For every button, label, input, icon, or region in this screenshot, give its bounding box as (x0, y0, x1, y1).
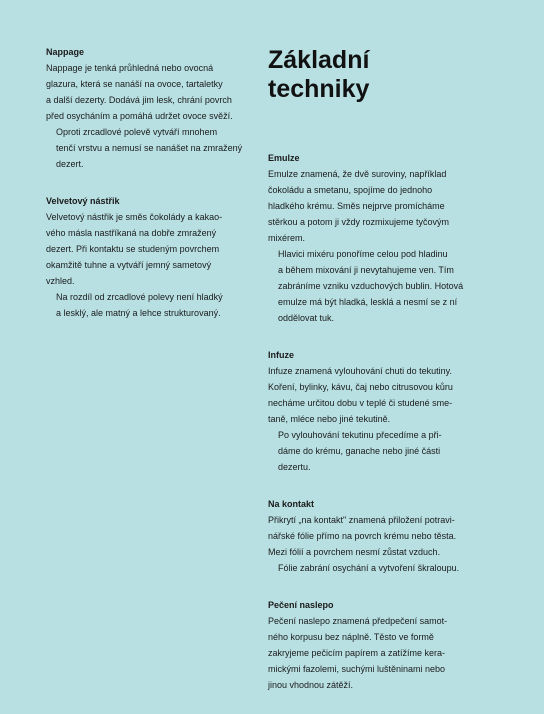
text-line: mixérem. (268, 233, 306, 243)
text-line: jinou vhodnou zátěží. (268, 680, 354, 690)
section-paragraph (268, 512, 503, 560)
section-heading: Na kontakt (268, 499, 315, 509)
page-title-line: Základní (268, 46, 370, 74)
page-title (268, 46, 503, 104)
text-line: Emulze znamená, že dvě suroviny, například (268, 169, 447, 179)
text-line: okamžitě tuhne a vytváří jemný sametový (46, 260, 212, 270)
text-line: hladkého krému. Směs nejprve promícháme (268, 201, 445, 211)
text-line: Infuze znamená vylouhování chuti do tekutiny. (268, 366, 452, 376)
section (46, 44, 256, 172)
text-line: dezert. Při kontaktu se studeným povrchem (46, 244, 220, 254)
text-line: taně, mléce nebo jiné tekutině. (268, 414, 391, 424)
section-paragraph (268, 246, 503, 326)
text-line: tenčí vrstvu a nemusí se nanášet na zmražený (56, 143, 243, 153)
section-paragraph (268, 427, 503, 475)
text-line: zabráníme vzniku vzduchových bublin. Hotová (278, 281, 464, 291)
text-line: před osycháním a pomáhá udržet ovoce svěží. (46, 111, 233, 121)
right-column (268, 46, 503, 714)
text-line: vého másla nastříkaná na dobře zmražený (46, 228, 217, 238)
section-paragraph (46, 60, 256, 124)
text-line: nářské fólie přímo na povrch krému nebo těsta. (268, 531, 457, 541)
text-line: a lesklý, ale matný a lehce strukturovaný. (56, 308, 221, 318)
section-paragraph (46, 124, 256, 172)
text-line: čokoládu a smetanu, spojíme do jednoho (268, 185, 433, 195)
section-heading: Emulze (268, 153, 300, 163)
text-line: Na rozdíl od zrcadlové polevy není hladký (56, 292, 223, 302)
text-line: Fólie zabrání osychání a vytvoření škraloupu. (278, 563, 460, 573)
section-paragraph (268, 363, 503, 427)
page-title-line: techniky (268, 75, 370, 103)
text-line: emulze má být hladká, lesklá a nesmí se z ní (278, 297, 458, 307)
section (268, 347, 503, 475)
text-line: Pečení naslepo znamená předpečení samot- (268, 616, 448, 626)
section-paragraph (268, 166, 503, 246)
left-column (46, 44, 256, 342)
section-paragraph (268, 560, 503, 576)
text-line: stěrkou a potom ji vždy rozmixujeme tyčovým (268, 217, 450, 227)
text-line: Koření, bylinky, kávu, čaj nebo citrusovou kůru (268, 382, 453, 392)
section-heading: Velvetový nástřik (46, 196, 120, 206)
text-line: ného korpusu bez náplně. Těsto ve formě (268, 632, 434, 642)
text-line: dezertu. (278, 462, 311, 472)
text-line: dezert. (56, 159, 84, 169)
section (268, 150, 503, 326)
section-heading: Nappage (46, 47, 85, 57)
text-line: Mezi fólií a povrchem nesmí zůstat vzduch. (268, 547, 441, 557)
text-line: a během mixování ji nevytahujeme ven. Tím (278, 265, 454, 275)
section-paragraph (268, 613, 503, 693)
text-line: oddělovat tuk. (278, 313, 335, 323)
text-line: vzhled. (46, 276, 75, 286)
text-line: a další dezerty. Dodává jim lesk, chrání povrch (46, 95, 232, 105)
section (268, 597, 503, 693)
section (268, 496, 503, 576)
text-line: Velvetový nástřik je směs čokolády a kakao- (46, 212, 223, 222)
text-line: Oproti zrcadlové polevě vytváří mnohem (56, 127, 218, 137)
section-paragraph (46, 209, 256, 289)
text-line: Nappage je tenká průhledná nebo ovocná (46, 63, 214, 73)
section (46, 193, 256, 321)
text-line: necháme určitou dobu v teplé či studené sme- (268, 398, 453, 408)
section-paragraph (46, 289, 256, 321)
text-line: Přikrytí „na kontakt" znamená přiložení potravi- (268, 515, 455, 525)
section-heading: Infuze (268, 350, 294, 360)
text-line: Hlavici mixéru ponoříme celou pod hladinu (278, 249, 448, 259)
text-line: mickými fazolemi, suchými luštěninami nebo (268, 664, 446, 674)
right-sections (268, 150, 503, 693)
text-line: glazura, která se nanáší na ovoce, tartaletky (46, 79, 223, 89)
text-line: zakryjeme pečicím papírem a zatížíme kera- (268, 648, 446, 658)
text-line: dáme do krému, ganache nebo jiné části (278, 446, 441, 456)
text-line: Po vylouhování tekutinu přecedíme a při- (278, 430, 442, 440)
section-heading: Pečení naslepo (268, 600, 334, 610)
